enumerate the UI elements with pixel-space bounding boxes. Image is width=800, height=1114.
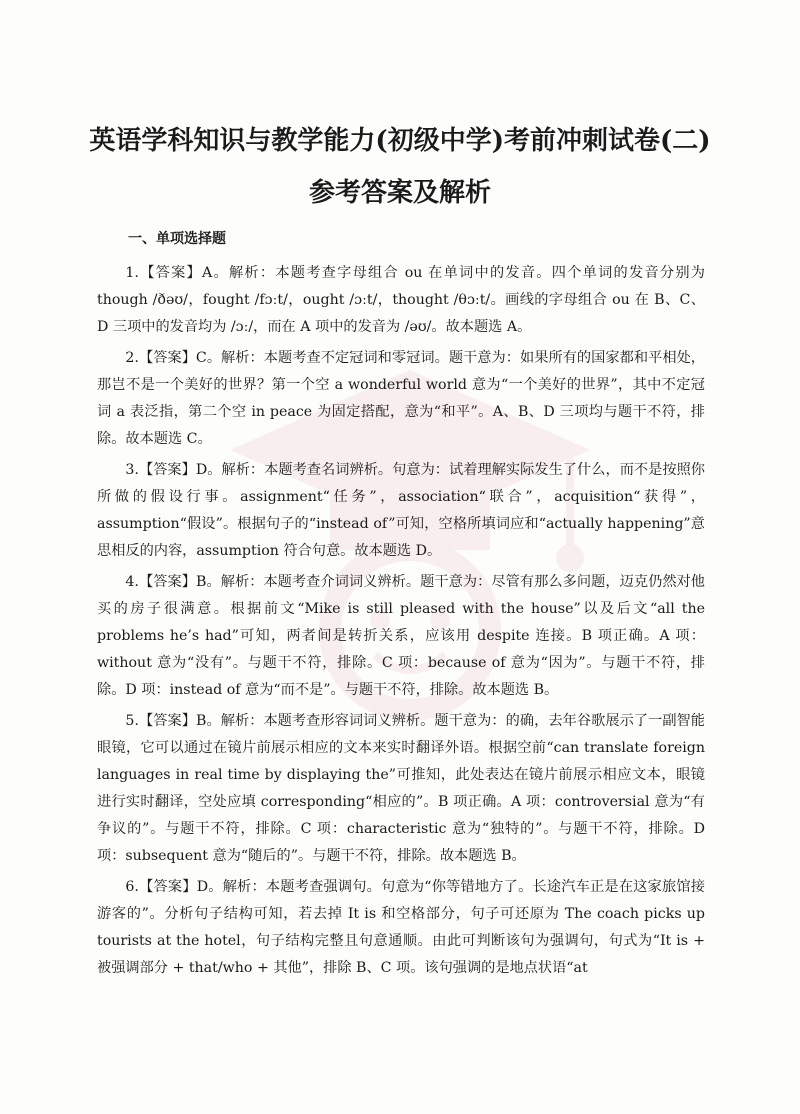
answer-number: 2. (125, 350, 139, 366)
answer-number: 3. (125, 462, 139, 478)
answer-item-2 (97, 345, 705, 453)
document-title-line1: 英语学科知识与教学能力(初级中学)考前冲刺试卷(二) (89, 126, 711, 156)
answer-item-6 (97, 874, 705, 982)
answer-text: 【答案】D。解析：本题考查强调句。句意为“你等错地方了。长途汽车正是在这家旅馆接游客的”。分析句子结构可知，若去掉 It is 和空格部分，句子可还原为 The coach picks up tourists at the hotel，句子结构完整且句意通顺。由此可判断该句为强调句，句式为“It is + 被强调部分 + that/who + 其他”，排除 B、C 项。该句强调的是地点状语“at (97, 879, 705, 976)
document-title-line2: 参考答案及解析 (308, 178, 491, 208)
section-heading: 一、单项选择题 (128, 231, 226, 247)
answer-list (97, 260, 705, 986)
answer-text: 【答案】A。解析：本题考查字母组合 ou 在单词中的发音。四个单词的发音分别为 though /ðəʊ/，fought /fɔːt/，ought /ɔːt/，thought /θɔːt/。画线的字母组合 ou 在 B、C、D 三项中的发音均为 /ɔː/，而在 A 项中的发音为 /əʊ/。故本题选 A。 (97, 265, 705, 335)
answer-number: 5. (125, 713, 139, 729)
answer-text: 【答案】C。解析：本题考查不定冠词和零冠词。题干意为：如果所有的国家都和平相处，那岂不是一个美好的世界？第一个空 a wonderful world 意为“一个美好的世界”，其中不定冠词 a 表泛指，第二个空 in peace 为固定搭配，意为“和平”。A、B、D 三项均与题干不符，排除。故本题选 C。 (97, 350, 705, 447)
answer-item-4 (97, 569, 705, 704)
answer-number: 6. (125, 879, 139, 895)
answer-number: 1. (125, 265, 139, 281)
answer-text: 【答案】B。解析：本题考查介词词义辨析。题干意为：尽管有那么多问题，迈克仍然对他买的房子很满意。根据前文“Mike is still pleased with the house”以及后文“all the problems he’s had”可知，两者间是转折关系，应该用 despite 连接。B 项正确。A 项：without 意为“没有”。与题干不符，排除。C 项：because of 意为“因为”。与题干不符，排除。D 项：instead of 意为“而不是”。与题干不符，排除。故本题选 B。 (97, 574, 705, 698)
answer-text: 【答案】B。解析：本题考查形容词词义辨析。题干意为：的确，去年谷歌展示了一副智能眼镜，它可以通过在镜片前展示相应的文本来实时翻译外语。根据空前“can translate foreign languages in real time by displaying the”可推知，此处表达在镜片前展示相应文本，眼镜进行实时翻译，空处应填 corresponding“相应的”。B 项正确。A 项：controversial 意为“有争议的”。与题干不符，排除。C 项：characteristic 意为“独特的”。与题干不符，排除。D 项：subsequent 意为“随后的”。与题干不符，排除。故本题选 B。 (97, 713, 705, 864)
answer-text: 【答案】D。解析：本题考查名词辨析。句意为：试着理解实际发生了什么，而不是按照你所做的假设行事。assignment“任务”，association“联合”，acquisition“获得”，assumption“假设”。根据句子的“instead of”可知，空格所填词应和“actually happening”意思相反的内容，assumption 符合句意。故本题选 D。 (97, 462, 705, 559)
answer-item-3 (97, 457, 705, 565)
answer-item-5 (97, 708, 705, 870)
answer-item-1 (97, 260, 705, 341)
answer-number: 4. (125, 574, 139, 590)
